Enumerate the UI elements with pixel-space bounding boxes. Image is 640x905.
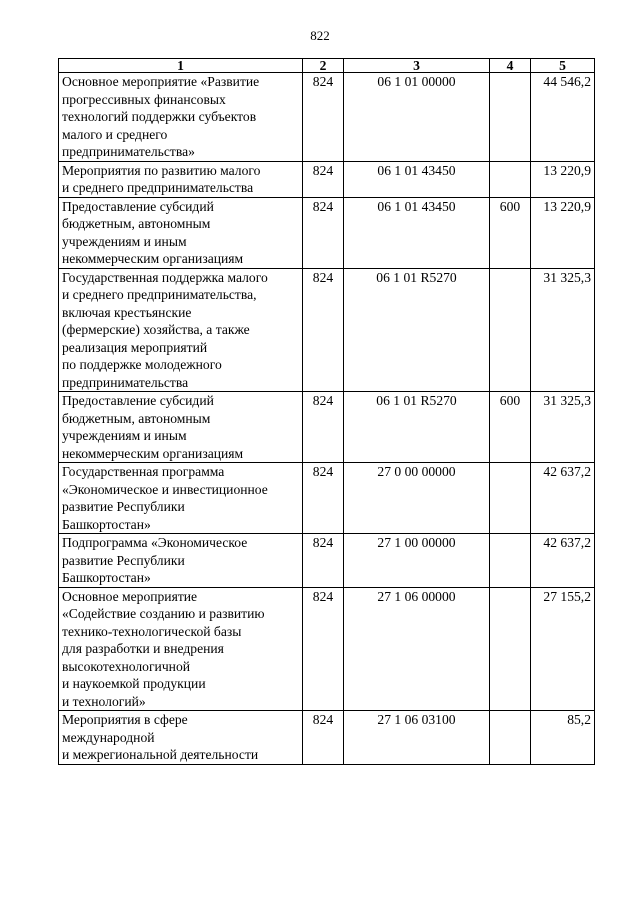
row-amount-cell: 44 546,2 bbox=[531, 73, 595, 162]
row-name-cell bbox=[59, 711, 303, 765]
row-name-line: Государственная поддержка малого bbox=[62, 269, 268, 285]
table-row bbox=[59, 268, 595, 392]
row-code-cell: 27 1 06 03100 bbox=[344, 711, 490, 765]
budget-table bbox=[58, 58, 595, 765]
row-name-line: Башкортостан» bbox=[62, 570, 151, 585]
row-name-cell bbox=[59, 268, 303, 392]
row-name-line: Мероприятия в сфере bbox=[62, 712, 188, 727]
row-dept-cell: 824 bbox=[303, 197, 344, 268]
row-code-cell: 06 1 01 00000 bbox=[344, 73, 490, 162]
table-row bbox=[59, 73, 595, 162]
row-dept-cell: 824 bbox=[303, 73, 344, 162]
column-header-amount: 5 bbox=[531, 59, 595, 73]
row-name-cell bbox=[59, 463, 303, 534]
column-header-type: 4 bbox=[490, 59, 531, 73]
row-type-cell: 600 bbox=[490, 197, 531, 268]
row-name-line: и наукоемкой продукции bbox=[62, 676, 206, 691]
row-name-line: высокотехнологичной bbox=[62, 658, 191, 674]
row-code-cell: 06 1 01 R5270 bbox=[344, 392, 490, 463]
row-type-cell bbox=[490, 161, 531, 197]
row-name-line: прогрессивных финансовых bbox=[62, 91, 226, 107]
row-name-line: некоммерческим организациям bbox=[62, 251, 244, 266]
row-amount-cell: 42 637,2 bbox=[531, 463, 595, 534]
column-header-dept: 2 bbox=[303, 59, 344, 73]
row-name-line: и технологий» bbox=[62, 693, 146, 709]
row-name-line: и среднего предпринимательства, bbox=[62, 287, 257, 302]
row-name-line: и среднего предпринимательства bbox=[62, 180, 254, 195]
row-amount-cell: 27 155,2 bbox=[531, 587, 595, 711]
row-type-cell bbox=[490, 587, 531, 711]
row-dept-cell: 824 bbox=[303, 587, 344, 711]
row-name-line: реализация мероприятий bbox=[62, 339, 208, 355]
row-name-cell bbox=[59, 392, 303, 463]
row-amount-cell: 31 325,3 bbox=[531, 268, 595, 392]
row-amount-cell: 42 637,2 bbox=[531, 534, 595, 588]
row-name-line: Мероприятия по развитию малого bbox=[62, 162, 261, 178]
row-dept-cell: 824 bbox=[303, 463, 344, 534]
row-name-line: развитие Республики bbox=[62, 499, 185, 514]
row-amount-cell: 85,2 bbox=[531, 711, 595, 765]
row-code-cell: 06 1 01 43450 bbox=[344, 197, 490, 268]
row-amount-cell: 13 220,9 bbox=[531, 197, 595, 268]
row-name-cell bbox=[59, 161, 303, 197]
row-name-line: (фермерские) хозяйства, а также bbox=[62, 322, 250, 337]
row-name-line: технико-технологической базы bbox=[62, 623, 242, 639]
table-row bbox=[59, 392, 595, 463]
page-number: 822 bbox=[310, 28, 330, 43]
row-type-cell bbox=[490, 463, 531, 534]
row-name-cell bbox=[59, 534, 303, 588]
row-name-line: по поддержке молодежного bbox=[62, 357, 222, 372]
row-type-cell bbox=[490, 268, 531, 392]
row-name-line: бюджетным, автономным bbox=[62, 410, 211, 426]
row-type-cell: 600 bbox=[490, 392, 531, 463]
column-header-code: 3 bbox=[344, 59, 490, 73]
row-code-cell: 27 1 06 00000 bbox=[344, 587, 490, 711]
row-name-cell bbox=[59, 197, 303, 268]
table-row bbox=[59, 463, 595, 534]
row-dept-cell: 824 bbox=[303, 534, 344, 588]
table-row bbox=[59, 534, 595, 588]
row-dept-cell: 824 bbox=[303, 711, 344, 765]
row-dept-cell: 824 bbox=[303, 268, 344, 392]
row-name-line: некоммерческим организациям bbox=[62, 445, 244, 461]
row-code-cell: 27 0 00 00000 bbox=[344, 463, 490, 534]
row-name-line: для разработки и внедрения bbox=[62, 641, 224, 656]
table-body bbox=[59, 73, 595, 765]
column-header-name: 1 bbox=[59, 59, 303, 73]
row-name-line: Основное мероприятие bbox=[62, 588, 198, 604]
row-code-cell: 06 1 01 43450 bbox=[344, 161, 490, 197]
row-name-line: технологий поддержки субъектов bbox=[62, 109, 257, 124]
row-name-line: «Содействие созданию и развитию bbox=[62, 606, 265, 621]
row-name-line: Подпрограмма «Экономическое bbox=[62, 535, 248, 550]
row-name-line: предпринимательства bbox=[62, 374, 189, 390]
row-name-line: Основное мероприятие «Развитие bbox=[62, 74, 260, 89]
row-amount-cell: 31 325,3 bbox=[531, 392, 595, 463]
table-row bbox=[59, 197, 595, 268]
row-type-cell bbox=[490, 73, 531, 162]
row-name-line: и межрегиональной деятельности bbox=[62, 747, 259, 762]
row-name-line: «Экономическое и инвестиционное bbox=[62, 481, 268, 497]
row-name-line: международной bbox=[62, 729, 155, 745]
row-name-cell bbox=[59, 73, 303, 162]
row-name-line: учреждениям и иным bbox=[62, 428, 187, 443]
row-name-line: развитие Республики bbox=[62, 552, 185, 568]
row-dept-cell: 824 bbox=[303, 392, 344, 463]
row-name-line: Предоставление субсидий bbox=[62, 198, 214, 214]
row-name-line: бюджетным, автономным bbox=[62, 216, 211, 231]
row-type-cell bbox=[490, 534, 531, 588]
table-row bbox=[59, 587, 595, 711]
row-name-line: Башкортостан» bbox=[62, 516, 151, 532]
row-type-cell bbox=[490, 711, 531, 765]
table-header-row bbox=[59, 59, 595, 73]
row-dept-cell: 824 bbox=[303, 161, 344, 197]
row-name-line: учреждениям и иным bbox=[62, 233, 187, 249]
row-amount-cell: 13 220,9 bbox=[531, 161, 595, 197]
row-code-cell: 27 1 00 00000 bbox=[344, 534, 490, 588]
row-name-line: Государственная программа bbox=[62, 464, 225, 479]
row-code-cell: 06 1 01 R5270 bbox=[344, 268, 490, 392]
table-row bbox=[59, 711, 595, 765]
row-name-line: Предоставление субсидий bbox=[62, 393, 214, 408]
row-name-cell bbox=[59, 587, 303, 711]
row-name-line: малого и среднего bbox=[62, 126, 168, 142]
row-name-line: включая крестьянские bbox=[62, 304, 192, 320]
row-name-line: предпринимательства» bbox=[62, 144, 195, 159]
table-row bbox=[59, 161, 595, 197]
